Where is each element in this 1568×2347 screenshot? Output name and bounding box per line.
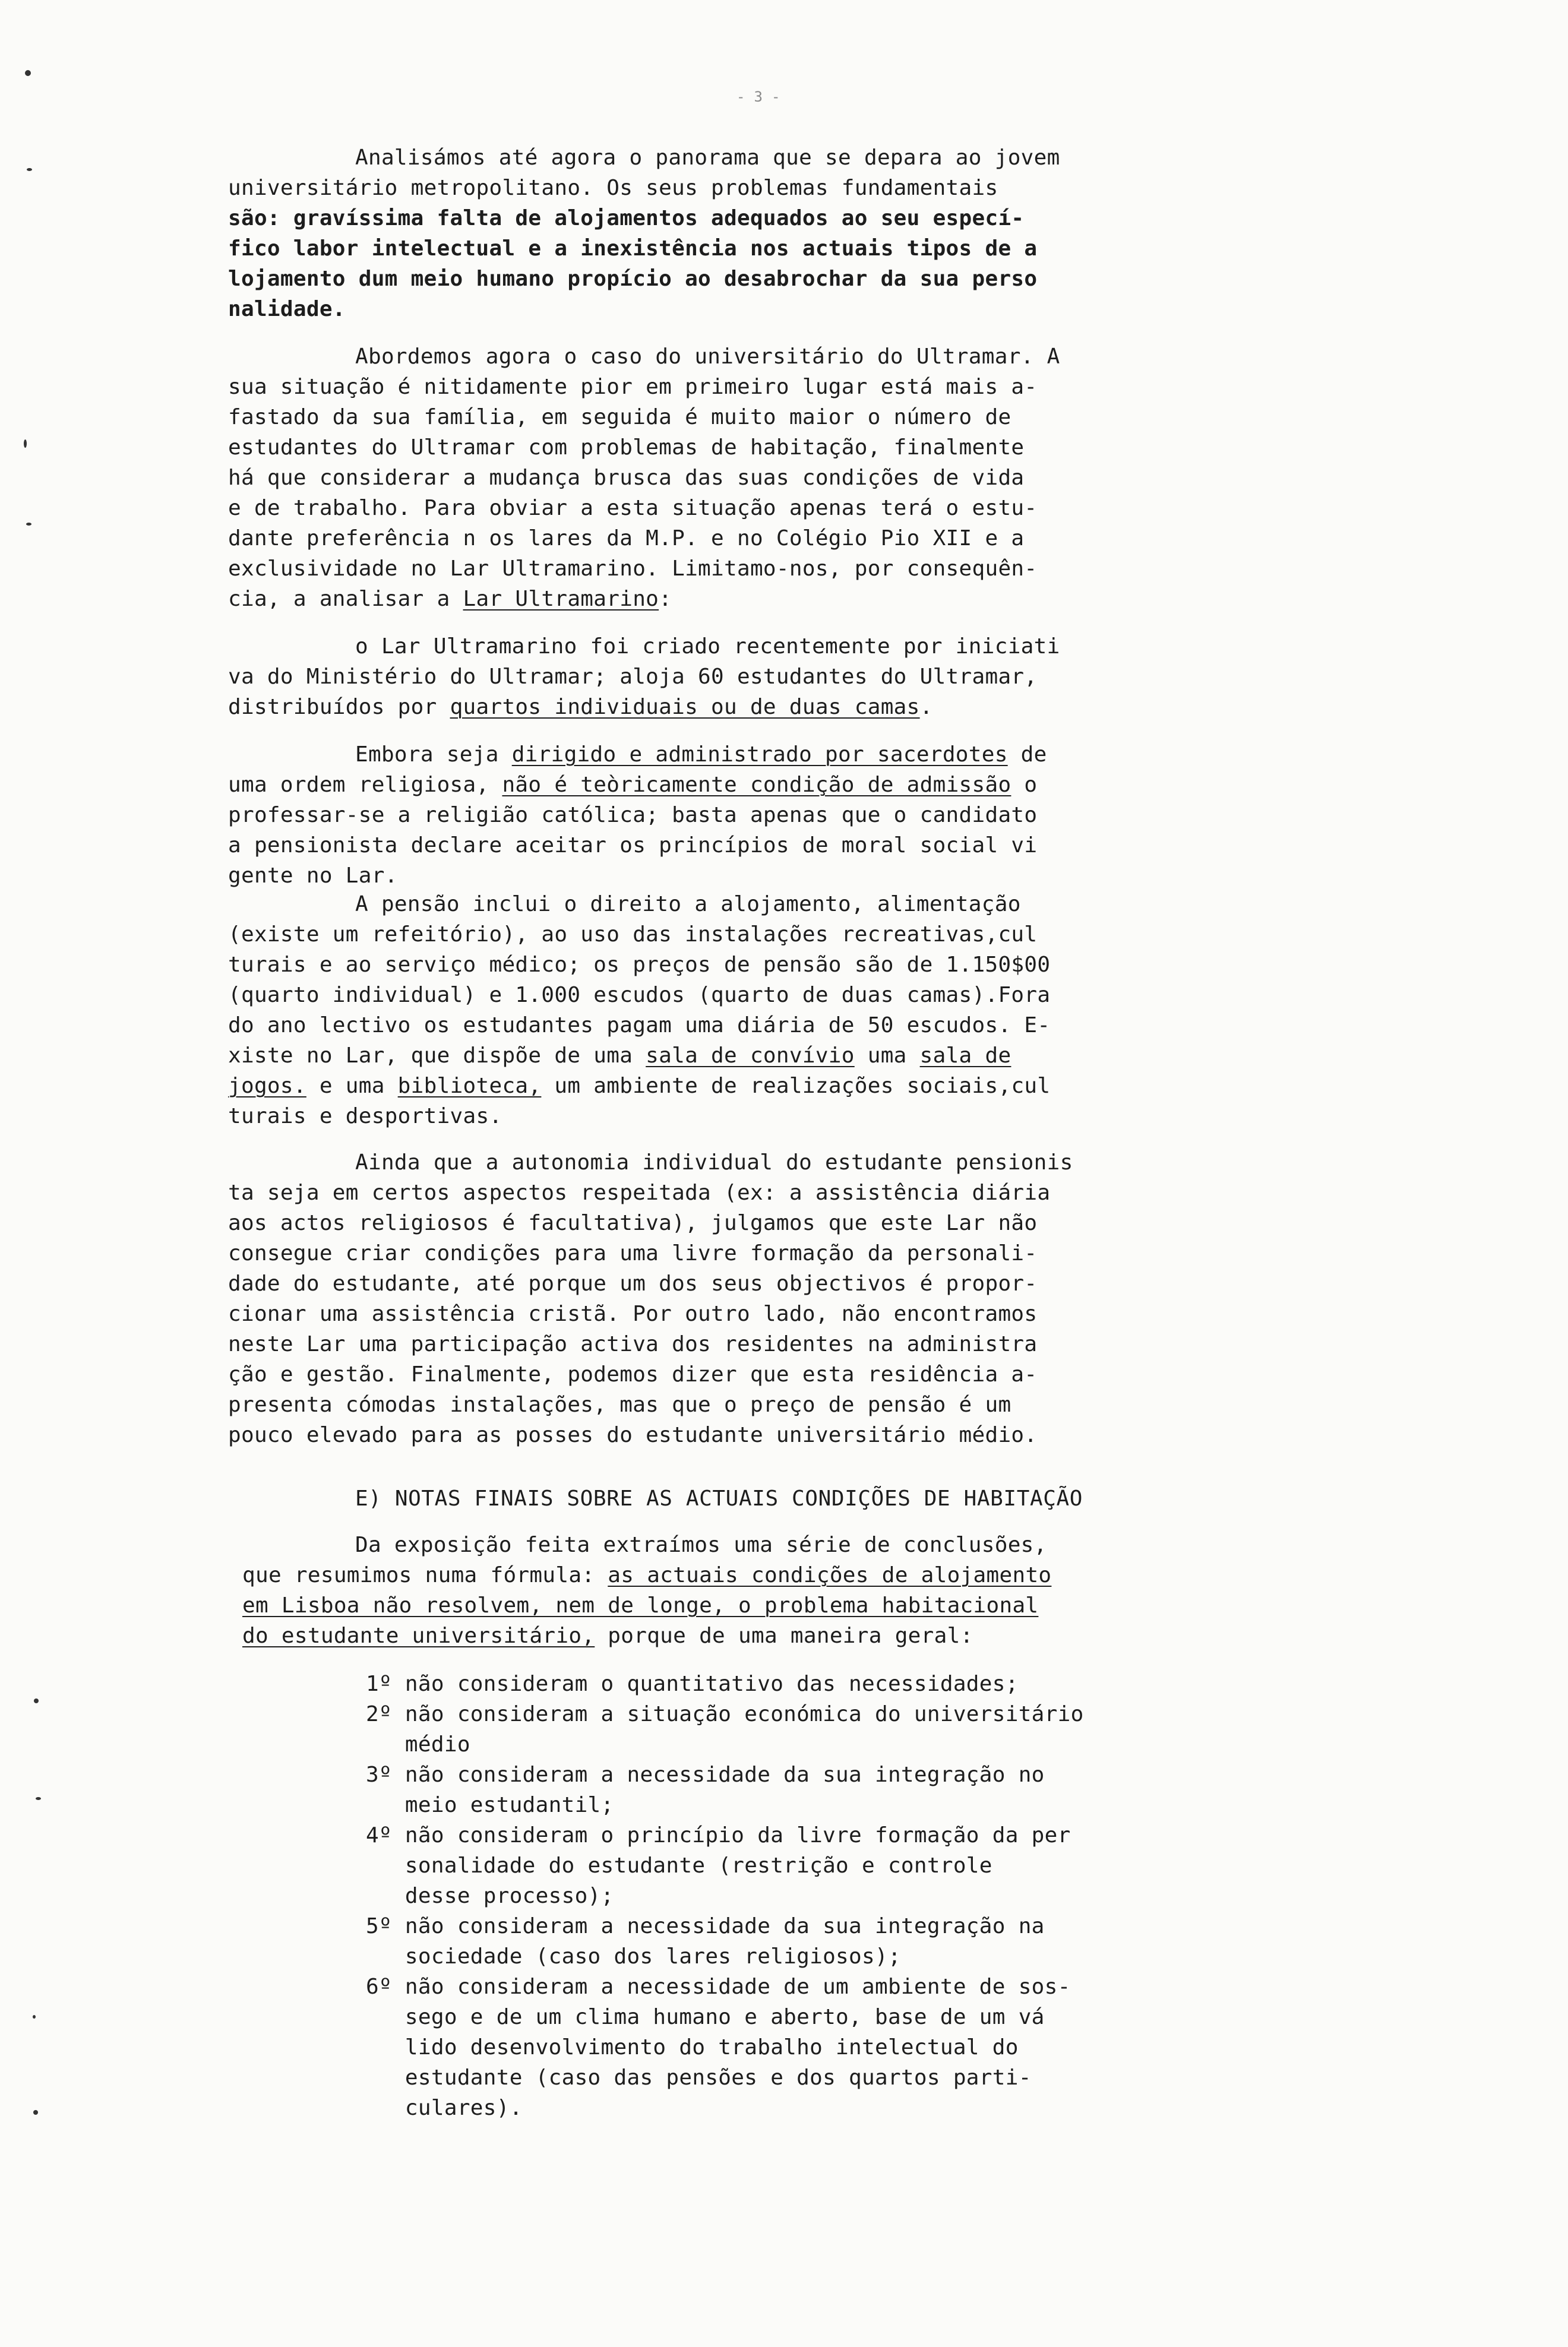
paragraph-6-line: neste Lar uma participação activa dos residentes na administra [228,1332,1038,1356]
paragraph-6-line: consegue criar condições para uma livre formação da personali- [228,1241,1038,1266]
paragraph-6-line: aos actos religiosos é facultativa), julgamos que este Lar não [228,1211,1038,1235]
paragraph-6-line: Ainda que a autonomia individual do estudante pensionis [355,1150,1073,1175]
page-number: - 3 - [736,88,780,105]
paragraph-5-line: jogos. e uma biblioteca, um ambiente de realizações sociais,cul [228,1074,1051,1098]
margin-speck [27,168,32,171]
underlined-sala-de: sala de [919,1043,1011,1068]
paragraph-3-line: va do Ministério do Ultramar; aloja 60 estudantes do Ultramar, [228,665,1038,689]
margin-speck [33,2015,36,2019]
paragraph-2-line: dante preferência n os lares da M.P. e no Colégio Pio XII e a [228,526,1025,551]
paragraph-6-line: cionar uma assistência cristã. Por outro lado, não encontramos [228,1302,1038,1326]
paragraph-2-line: estudantes do Ultramar com problemas de habitação, finalmente [228,435,1025,460]
paragraph-6-line: pouco elevado para as posses do estudante universitário médio. [228,1423,1038,1447]
paragraph-7-line: Da exposição feita extraímos uma série de conclusões, [355,1533,1047,1557]
section-heading: E) NOTAS FINAIS SOBRE AS ACTUAIS CONDIÇÕES DE HABITAÇÃO [355,1486,1083,1511]
paragraph-2-line: e de trabalho. Para obviar a esta situação apenas terá o estu- [228,496,1038,520]
paragraph-7-line: que resumimos numa fórmula: as actuais condições de alojamento [242,1563,1052,1587]
list-item-continuation: desse processo); [366,1884,614,1908]
underlined-conclusion: as actuais condições de alojamento [608,1563,1052,1587]
paragraph-1-line: nalidade. [228,297,346,321]
list-item-continuation: sego e de um clima humano e aberto, base de um vá [366,2005,1045,2029]
paragraph-3-line: distribuídos por quartos individuais ou de duas camas. [228,695,933,719]
paragraph-1-line: lojamento dum meio humano propício ao desabrochar da sua perso [228,267,1038,291]
margin-speck [34,1698,39,1703]
paragraph-7-line: em Lisboa não resolvem, nem de longe, o problema habitacional [242,1593,1039,1618]
paragraph-5-line: (existe um refeitório), ao uso das instalações recreativas,cul [228,922,1038,947]
paragraph-5-line: turais e desportivas. [228,1104,502,1128]
paragraph-4-line: gente no Lar. [228,863,398,888]
list-item: 5º não consideram a necessidade da sua integração na [366,1914,1045,1938]
list-item: 2º não consideram a situação económica do universitário [366,1702,1084,1726]
paragraph-4-line: Embora seja dirigido e administrado por sacerdotes de [355,742,1047,767]
paragraph-2-line: sua situação é nitidamente pior em primeiro lugar está mais a- [228,375,1038,399]
list-item: 4º não consideram o princípio da livre formação da per [366,1823,1071,1848]
paragraph-1-line: fico labor intelectual e a inexistência nos actuais tipos de a [228,236,1038,261]
margin-speck [33,2110,38,2115]
list-item-continuation: sociedade (caso dos lares religiosos); [366,1944,901,1969]
margin-speck [25,70,31,76]
paragraph-4-line: uma ordem religiosa, não é teòricamente condição de admissão o [228,773,1038,797]
paragraph-2-line: Abordemos agora o caso do universitário do Ultramar. A [355,344,1060,369]
paragraph-4-line: a pensionista declare aceitar os princípios de moral social vi [228,833,1038,858]
underlined-quartos: quartos individuais ou de duas camas [450,695,920,719]
paragraph-7-line: do estudante universitário, porque de uma maneira geral: [242,1624,973,1648]
underlined-sala-convivio: sala de convívio [646,1043,855,1068]
paragraph-1-line: universitário metropolitano. Os seus problemas fundamentais [228,176,998,200]
list-item-continuation: culares). [366,2096,523,2120]
paragraph-6-line: dade do estudante, até porque um dos seus objectivos é propor- [228,1271,1038,1296]
list-item: 6º não consideram a necessidade de um ambiente de sos- [366,1975,1071,1999]
list-item-continuation: médio [366,1732,470,1757]
underlined-estudante: do estudante universitário, [242,1624,595,1648]
list-item-continuation: lido desenvolvimento do trabalho intelectual do [366,2035,1019,2060]
underlined-jogos: jogos. [228,1074,306,1098]
paragraph-2-line: há que considerar a mudança brusca das suas condições de vida [228,466,1025,490]
paragraph-5-line: A pensão inclui o direito a alojamento, alimentação [355,892,1021,916]
paragraph-1-line: são: gravíssima falta de alojamentos adequados ao seu especí- [228,206,1025,230]
underlined-dirigido: dirigido e administrado por sacerdotes [511,742,1008,767]
paragraph-6-line: presenta cómodas instalações, mas que o preço de pensão é um [228,1393,1011,1417]
paragraph-5-line: turais e ao serviço médico; os preços de pensão são de 1.150$00 [228,953,1051,977]
underlined-biblioteca: biblioteca, [397,1074,542,1098]
paragraph-2-line: cia, a analisar a Lar Ultramarino: [228,587,672,611]
paragraph-1-line: Analisámos até agora o panorama que se depara ao jovem [355,145,1060,170]
paragraph-4-line: professar-se a religião católica; basta apenas que o candidato [228,803,1038,827]
paragraph-5-line: (quarto individual) e 1.000 escudos (quarto de duas camas).Fora [228,983,1051,1007]
paragraph-3-line: o Lar Ultramarino foi criado recentemente por iniciati [355,634,1060,659]
paragraph-2-line: exclusividade no Lar Ultramarino. Limitamo-nos, por consequên- [228,556,1038,581]
paragraph-6-line: ta seja em certos aspectos respeitada (ex: a assistência diária [228,1181,1051,1205]
underlined-admissao: não é teòricamente condição de admissão [502,773,1011,797]
list-item-continuation: estudante (caso das pensões e dos quartos parti- [366,2066,1032,2090]
margin-speck [36,1797,41,1800]
list-item: 3º não consideram a necessidade da sua integração no [366,1763,1045,1787]
margin-speck [26,523,31,526]
paragraph-6-line: ção e gestão. Finalmente, podemos dizer que esta residência a- [228,1362,1038,1387]
list-item-continuation: sonalidade do estudante (restrição e controle [366,1853,992,1878]
paragraph-5-line: do ano lectivo os estudantes pagam uma diária de 50 escudos. E- [228,1013,1051,1038]
paragraph-2-line: fastado da sua família, em seguida é muito maior o número de [228,405,1011,429]
list-item: 1º não consideram o quantitativo das necessidades; [366,1672,1019,1696]
underlined-lar-ultramarino: Lar Ultramarino [463,587,659,611]
list-item-continuation: meio estudantil; [366,1793,614,1817]
margin-speck [24,439,27,448]
paragraph-5-line: xiste no Lar, que dispõe de uma sala de convívio uma sala de [228,1043,1011,1068]
